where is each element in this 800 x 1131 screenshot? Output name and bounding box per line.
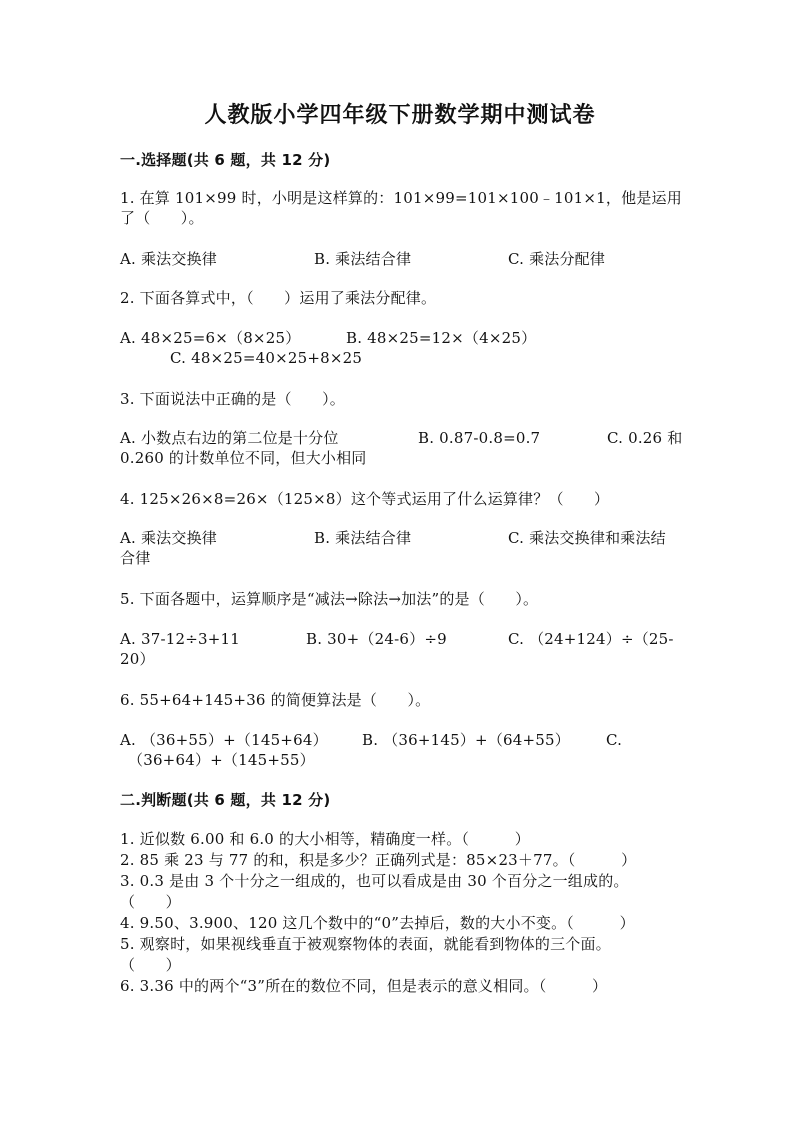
exam-title: 人教版小学四年级下册数学期中测试卷	[204, 103, 596, 128]
question-3-option-c: C. 0.26 和	[607, 429, 683, 447]
question-5-option-c-cont: 20）	[120, 650, 155, 668]
question-4-option-c: C. 乘法交换律和乘法结	[508, 529, 666, 547]
question-2-option-c: C. 48×25=40×25+8×25	[170, 349, 363, 367]
question-1-option-a: A. 乘法交换律	[120, 250, 217, 268]
question-6-text: 6. 55+64+145+36 的简便算法是（ ）。	[120, 691, 431, 709]
question-3-text: 3. 下面说法中正确的是（ ）。	[120, 390, 345, 408]
question-1-option-c: C. 乘法分配律	[508, 250, 606, 268]
question-4-option-b: B. 乘法结合律	[314, 529, 412, 547]
question-1-option-b: B. 乘法结合律	[314, 250, 412, 268]
question-4-option-c-cont: 合律	[120, 549, 151, 567]
question-2-option-b: B. 48×25=12×（4×25）	[346, 329, 537, 347]
question-6-option-a: A. （36+55）+（145+64）	[120, 731, 328, 749]
question-2-option-a: A. 48×25=6×（8×25）	[120, 329, 301, 347]
question-1-text: 1. 在算 101×99 时，小明是这样算的：101×99=101×100﹣101×1，他是运用	[120, 189, 682, 207]
question-4-option-a: A. 乘法交换律	[120, 529, 217, 547]
question-6-option-c-cont: （36+64）+（145+55）	[128, 751, 315, 769]
section-heading-true-false: 二.判断题(共 6 题，共 12 分)	[120, 791, 331, 809]
question-3-option-c-cont: 0.260 的计数单位不同，但大小相同	[120, 449, 367, 467]
question-5-option-b: B. 30+（24-6）÷9	[306, 630, 447, 648]
question-5-option-c: C. （24+124）÷（25-	[508, 630, 674, 648]
judge-item-3-cont: （ ）	[120, 893, 181, 911]
question-4-text: 4. 125×26×8=26×（125×8）这个等式运用了什么运算律？（ ）	[120, 490, 610, 508]
question-3-option-a: A. 小数点右边的第二位是十分位	[120, 429, 339, 447]
question-5-text: 5. 下面各题中，运算顺序是“减法→除法→加法”的是（ ）。	[120, 590, 539, 608]
question-2-text: 2. 下面各算式中，（ ）运用了乘法分配律。	[120, 289, 437, 307]
judge-item-1: 1. 近似数 6.00 和 6.0 的大小相等，精确度一样。（ ）	[120, 830, 530, 848]
question-6-option-b: B. （36+145）+（64+55）	[362, 731, 570, 749]
judge-item-5-cont: （ ）	[120, 956, 181, 974]
judge-item-6: 6. 3.36 中的两个“3”所在的数位不同，但是表示的意义相同。（ ）	[120, 977, 608, 995]
question-6-option-c: C.	[606, 731, 623, 749]
question-5-option-a: A. 37-12÷3+11	[120, 630, 240, 648]
judge-item-2: 2. 85 乘 23 与 77 的和，积是多少？正确列式是：85×23＋77。（ ）	[120, 851, 637, 869]
section-heading-multiple-choice: 一.选择题(共 6 题，共 12 分)	[120, 151, 331, 169]
judge-item-4: 4. 9.50、3.900、120 这几个数中的“0”去掉后，数的大小不变。（ ）	[120, 914, 635, 932]
judge-item-5: 5. 观察时，如果视线垂直于被观察物体的表面，就能看到物体的三个面。	[120, 935, 611, 953]
question-1-text-cont: 了（ ）。	[120, 209, 204, 227]
question-3-option-b: B. 0.87-0.8=0.7	[418, 429, 541, 447]
judge-item-3: 3. 0.3 是由 3 个十分之一组成的，也可以看成是由 30 个百分之一组成的。	[120, 872, 629, 890]
